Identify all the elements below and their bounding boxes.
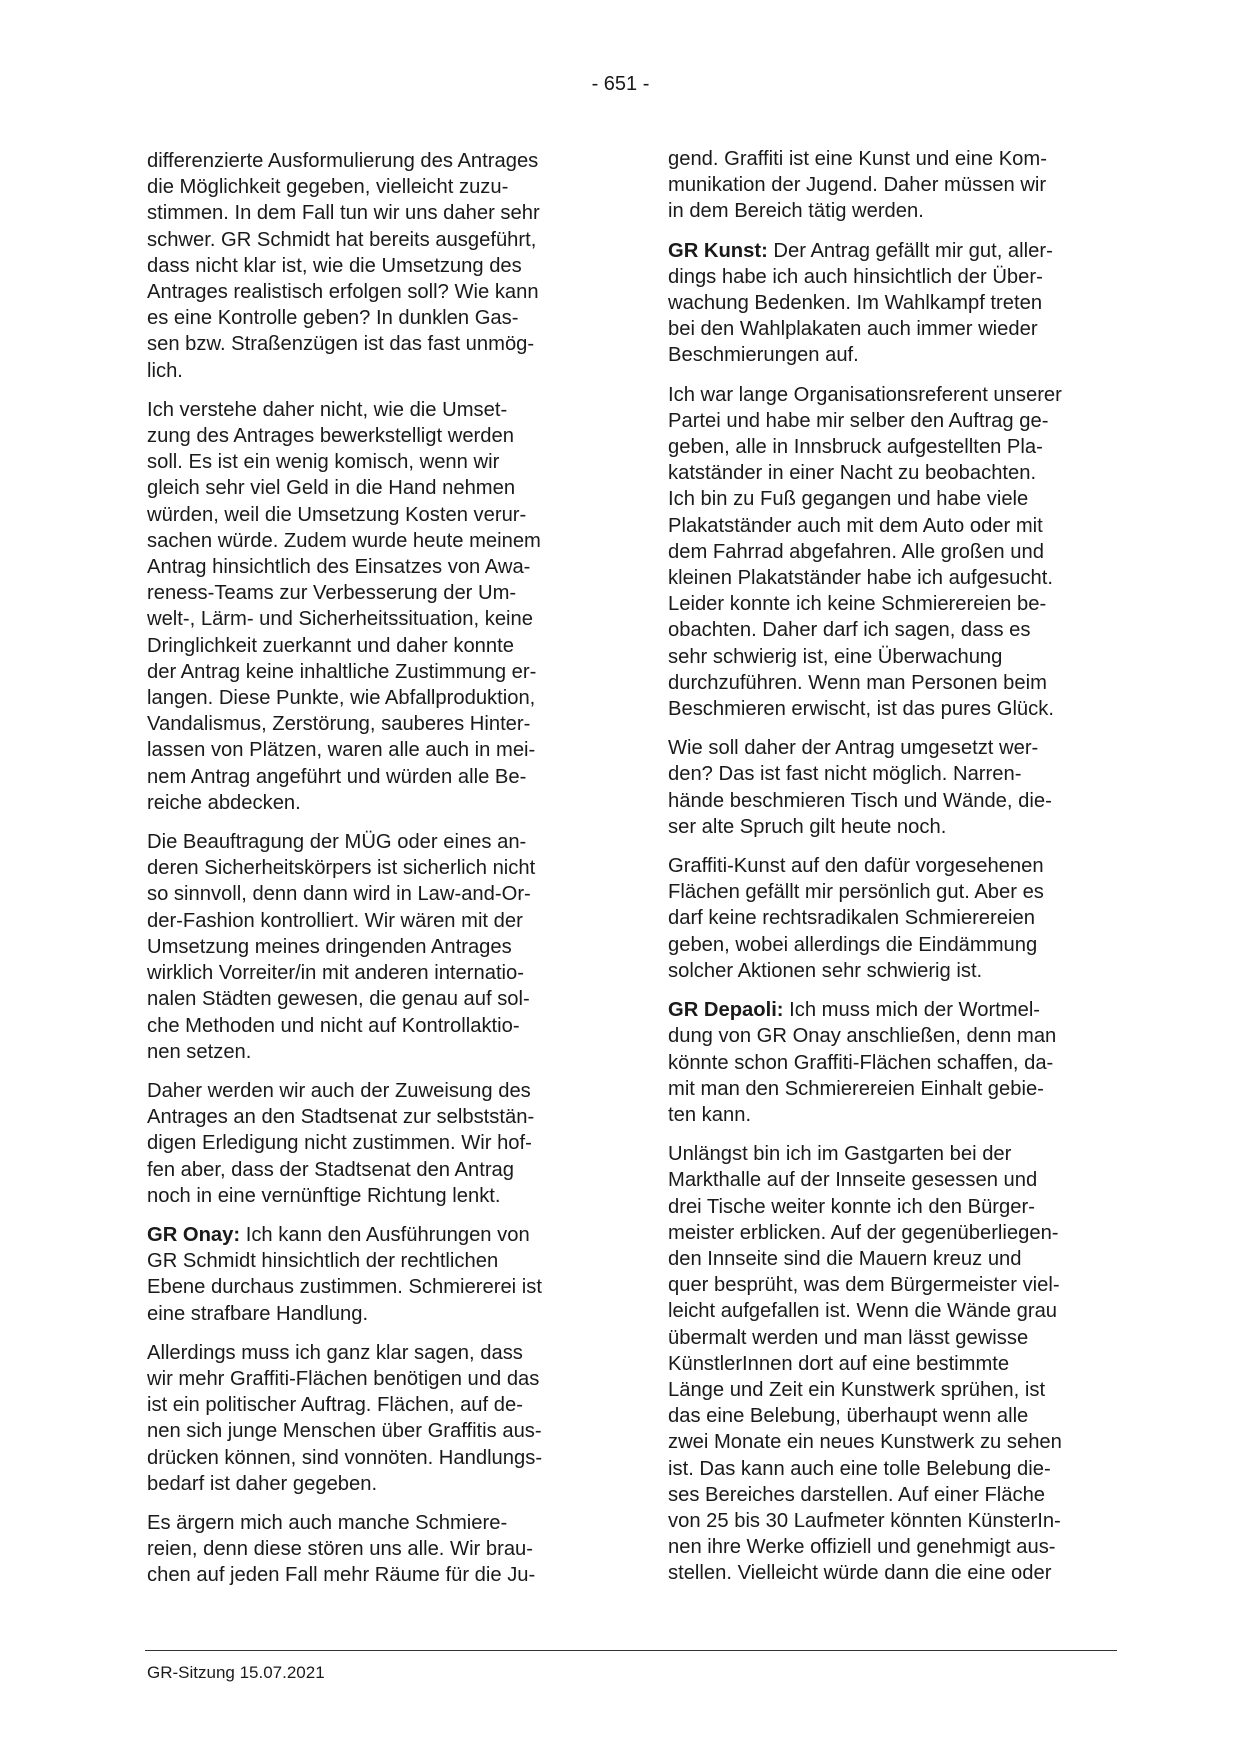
text-line: in dem Bereich tätig werden. bbox=[668, 200, 924, 223]
text-line: sehr schwierig ist, eine Überwachung bbox=[668, 645, 1003, 668]
text-line: Länge und Zeit ein Kunstwerk sprühen, ist bbox=[668, 1378, 1046, 1401]
text-line: dings habe ich auch hinsichtlich der Über- bbox=[668, 265, 1043, 288]
paragraph bbox=[147, 397, 595, 816]
text-line: Graffiti-Kunst auf den dafür vorgesehenen bbox=[668, 855, 1044, 878]
text-line: ser alte Spruch gilt heute noch. bbox=[668, 815, 947, 838]
text-line: Antrag hinsichtlich des Einsatzes von Awa- bbox=[147, 556, 531, 579]
text-line bbox=[147, 1222, 595, 1248]
text-line: mit man den Schmierereien Einhalt gebie- bbox=[668, 1077, 1044, 1100]
text-line: nen setzen. bbox=[147, 1040, 252, 1063]
text-line: zwei Monate ein neues Kunstwerk zu sehen bbox=[668, 1431, 1062, 1454]
text-line: Die Beauftragung der MÜG oder eines an- bbox=[147, 831, 527, 854]
text-line: Wie soll daher der Antrag umgesetzt wer- bbox=[668, 737, 1039, 760]
text-line: zung des Antrages bewerkstelligt werden bbox=[147, 425, 514, 448]
text-line: Vandalismus, Zerstörung, sauberes Hinter- bbox=[147, 713, 531, 736]
footer-session-date: GR-Sitzung 15.07.2021 bbox=[147, 1663, 325, 1682]
left-column bbox=[147, 148, 595, 1602]
text-line: von 25 bis 30 Laufmeter könnten KünsterIn- bbox=[668, 1509, 1061, 1532]
text-line: deren Sicherheitskörpers ist sicherlich nicht bbox=[147, 857, 536, 880]
text-line: würden, weil die Umsetzung Kosten verur- bbox=[147, 503, 527, 526]
paragraph bbox=[668, 382, 1120, 723]
text-line: Es ärgern mich auch manche Schmiere- bbox=[147, 1511, 508, 1534]
text-line: Flächen gefällt mir persönlich gut. Aber es bbox=[668, 881, 1044, 904]
paragraph bbox=[147, 148, 595, 384]
text-line: stellen. Vielleicht würde dann die eine oder bbox=[668, 1562, 1052, 1585]
text-line: wachung Bedenken. Im Wahlkampf treten bbox=[668, 292, 1043, 315]
text-line: Antrages an den Stadtsenat zur selbststän- bbox=[147, 1106, 535, 1129]
text-line: Leider konnte ich keine Schmierereien be- bbox=[668, 593, 1047, 616]
text-line: welt-, Lärm- und Sicherheitssituation, keine bbox=[147, 608, 533, 631]
text-line: sachen würde. Zudem wurde heute meinem bbox=[147, 529, 541, 552]
text-line: Beschmierungen auf. bbox=[668, 344, 859, 367]
text-line: geben, alle in Innsbruck aufgestellten Pla- bbox=[668, 436, 1043, 459]
text-line: GR Schmidt hinsichtlich der rechtlichen bbox=[147, 1250, 499, 1273]
text-line: Beschmieren erwischt, ist das pures Glück. bbox=[668, 698, 1054, 721]
text-line: KünstlerInnen dort auf eine bestimmte bbox=[668, 1352, 1010, 1375]
text-line: lassen von Plätzen, waren alle auch in mei- bbox=[147, 739, 536, 762]
text-line: gend. Graffiti ist eine Kunst und eine Kom- bbox=[668, 148, 1047, 170]
right-column bbox=[668, 146, 1120, 1600]
text-line: Ich bin zu Fuß gegangen und habe viele bbox=[668, 488, 1029, 511]
text-line: dung von GR Onay anschließen, denn man bbox=[668, 1025, 1057, 1048]
text-line: Plakatständer auch mit dem Auto oder mit bbox=[668, 514, 1043, 537]
text-line: dem Fahrrad abgefahren. Alle großen und bbox=[668, 540, 1044, 563]
paragraph bbox=[147, 1222, 595, 1327]
paragraph bbox=[668, 146, 1120, 225]
speaker-statement: Der Antrag gefällt mir gut, aller- bbox=[767, 239, 1053, 262]
text-line: geben, wobei allerdings die Eindämmung bbox=[668, 933, 1038, 956]
text-line: wirklich Vorreiter/in mit anderen internatio- bbox=[147, 962, 524, 985]
page-number: - 651 - bbox=[591, 73, 650, 95]
footer-divider bbox=[145, 1650, 1117, 1651]
text-line: soll. Es ist ein wenig komisch, wenn wir bbox=[147, 451, 500, 474]
text-line: meister erblicken. Auf der gegenüberliegen- bbox=[668, 1221, 1059, 1244]
text-line: obachten. Daher darf ich sagen, dass es bbox=[668, 619, 1031, 642]
text-line: den Innseite sind die Mauern kreuz und bbox=[668, 1247, 1022, 1270]
text-line: Daher werden wir auch der Zuweisung des bbox=[147, 1079, 531, 1102]
text-line: schwer. GR Schmidt hat bereits ausgeführt, bbox=[147, 228, 537, 251]
text-line: drücken können, sind vonnöten. Handlungs- bbox=[147, 1446, 543, 1469]
text-line: lich. bbox=[147, 359, 183, 382]
paragraph bbox=[668, 997, 1120, 1128]
text-line: nalen Städten gewesen, die genau auf sol- bbox=[147, 988, 530, 1011]
text-line: könnte schon Graffiti-Flächen schaffen, da- bbox=[668, 1051, 1054, 1074]
text-line: digen Erledigung nicht zustimmen. Wir hof- bbox=[147, 1132, 532, 1155]
text-line: Partei und habe mir selber den Auftrag ge- bbox=[668, 409, 1049, 432]
paragraph bbox=[668, 1141, 1120, 1586]
text-line: Dringlichkeit zuerkannt und daher konnte bbox=[147, 634, 514, 657]
text-line: die Möglichkeit gegeben, vielleicht zuzu- bbox=[147, 176, 509, 199]
text-line: langen. Diese Punkte, wie Abfallproduktion, bbox=[147, 687, 536, 710]
speaker-name: GR Onay: bbox=[147, 1223, 241, 1246]
paragraph bbox=[147, 1078, 595, 1209]
text-line: übermalt werden und man lässt gewisse bbox=[668, 1326, 1029, 1349]
text-line: Ich war lange Organisationsreferent unserer bbox=[668, 383, 1062, 406]
paragraph bbox=[668, 735, 1120, 840]
text-line: ses Bereiches darstellen. Auf einer Fläche bbox=[668, 1483, 1046, 1506]
text-line: ten kann. bbox=[668, 1103, 752, 1126]
speaker-name: GR Depaoli: bbox=[668, 999, 784, 1022]
text-line: kleinen Plakatständer habe ich aufgesucht. bbox=[668, 567, 1053, 590]
text-line: munikation der Jugend. Daher müssen wir bbox=[668, 174, 1047, 197]
text-line: bedarf ist daher gegeben. bbox=[147, 1472, 378, 1495]
text-line: reien, denn diese stören uns alle. Wir brau- bbox=[147, 1538, 534, 1561]
speaker-statement: Ich kann den Ausführungen von bbox=[240, 1223, 530, 1246]
text-line: Markthalle auf der Innseite gesessen und bbox=[668, 1169, 1038, 1192]
speaker-name: GR Kunst: bbox=[668, 239, 768, 262]
text-line: Ebene durchaus zustimmen. Schmiererei ist bbox=[147, 1276, 542, 1299]
text-line: der-Fashion kontrolliert. Wir wären mit der bbox=[147, 909, 523, 932]
text-line: sen bzw. Straßenzügen ist das fast unmög- bbox=[147, 333, 535, 356]
text-line: ist. Das kann auch eine tolle Belebung die- bbox=[668, 1457, 1051, 1480]
text-line: dass nicht klar ist, wie die Umsetzung des bbox=[147, 254, 522, 277]
text-line: wir mehr Graffiti-Flächen benötigen und das bbox=[147, 1367, 540, 1390]
text-line: reiche abdecken. bbox=[147, 791, 301, 814]
text-line: differenzierte Ausformulierung des Antrages bbox=[147, 150, 539, 172]
paragraph bbox=[147, 829, 595, 1065]
text-line: Unlängst bin ich im Gastgarten bei der bbox=[668, 1143, 1012, 1166]
text-line: eine strafbare Handlung. bbox=[147, 1302, 369, 1325]
text-line: hände beschmieren Tisch und Wände, die- bbox=[668, 789, 1052, 812]
text-line: darf keine rechtsradikalen Schmierereien bbox=[668, 907, 1035, 930]
text-line: ist ein politischer Auftrag. Flächen, auf de- bbox=[147, 1394, 523, 1417]
paragraph bbox=[147, 1340, 595, 1497]
text-line: stimmen. In dem Fall tun wir uns daher sehr bbox=[147, 202, 540, 225]
text-line bbox=[668, 238, 1120, 264]
text-line: gleich sehr viel Geld in die Hand nehmen bbox=[147, 477, 516, 500]
text-line: che Methoden und nicht auf Kontrollaktio- bbox=[147, 1014, 520, 1037]
text-line: katständer in einer Nacht zu beobachten. bbox=[668, 462, 1037, 485]
text-line: Antrages realistisch erfolgen soll? Wie kann bbox=[147, 281, 539, 304]
text-line: leicht aufgefallen ist. Wenn die Wände grau bbox=[668, 1300, 1058, 1323]
text-line: so sinnvoll, denn dann wird in Law-and-Or- bbox=[147, 883, 531, 906]
text-line: durchzuführen. Wenn man Personen beim bbox=[668, 671, 1047, 694]
paragraph bbox=[147, 1510, 595, 1589]
paragraph bbox=[668, 853, 1120, 984]
text-line: das eine Belebung, überhaupt wenn alle bbox=[668, 1405, 1029, 1428]
text-line bbox=[668, 997, 1120, 1023]
text-line: drei Tische weiter konnte ich den Bürger- bbox=[668, 1195, 1035, 1218]
text-line: es eine Kontrolle geben? In dunklen Gas- bbox=[147, 307, 519, 330]
text-line: nen sich junge Menschen über Graffitis aus- bbox=[147, 1420, 542, 1443]
text-line: Umsetzung meines dringenden Antrages bbox=[147, 935, 512, 958]
text-line: quer besprüht, was dem Bürgermeister viel- bbox=[668, 1274, 1060, 1297]
text-line: fen aber, dass der Stadtsenat den Antrag bbox=[147, 1158, 515, 1181]
text-line: Ich verstehe daher nicht, wie die Umset- bbox=[147, 398, 508, 421]
text-line: nem Antrag angeführt und würden alle Be- bbox=[147, 765, 527, 788]
speaker-statement: Ich muss mich der Wortmel- bbox=[783, 999, 1041, 1022]
text-line: solcher Aktionen sehr schwierig ist. bbox=[668, 959, 983, 982]
text-line: noch in eine vernünftige Richtung lenkt. bbox=[147, 1184, 501, 1207]
text-line: Allerdings muss ich ganz klar sagen, dass bbox=[147, 1341, 523, 1364]
text-line: chen auf jeden Fall mehr Räume für die Ju- bbox=[147, 1564, 536, 1587]
text-line: bei den Wahlplakaten auch immer wieder bbox=[668, 318, 1038, 341]
text-line: nen ihre Werke offiziell und genehmigt aus- bbox=[668, 1536, 1056, 1559]
text-line: der Antrag keine inhaltliche Zustimmung er- bbox=[147, 660, 537, 683]
paragraph bbox=[668, 238, 1120, 369]
text-line: reness-Teams zur Verbesserung der Um- bbox=[147, 582, 517, 605]
text-line: den? Das ist fast nicht möglich. Narren- bbox=[668, 763, 1022, 786]
